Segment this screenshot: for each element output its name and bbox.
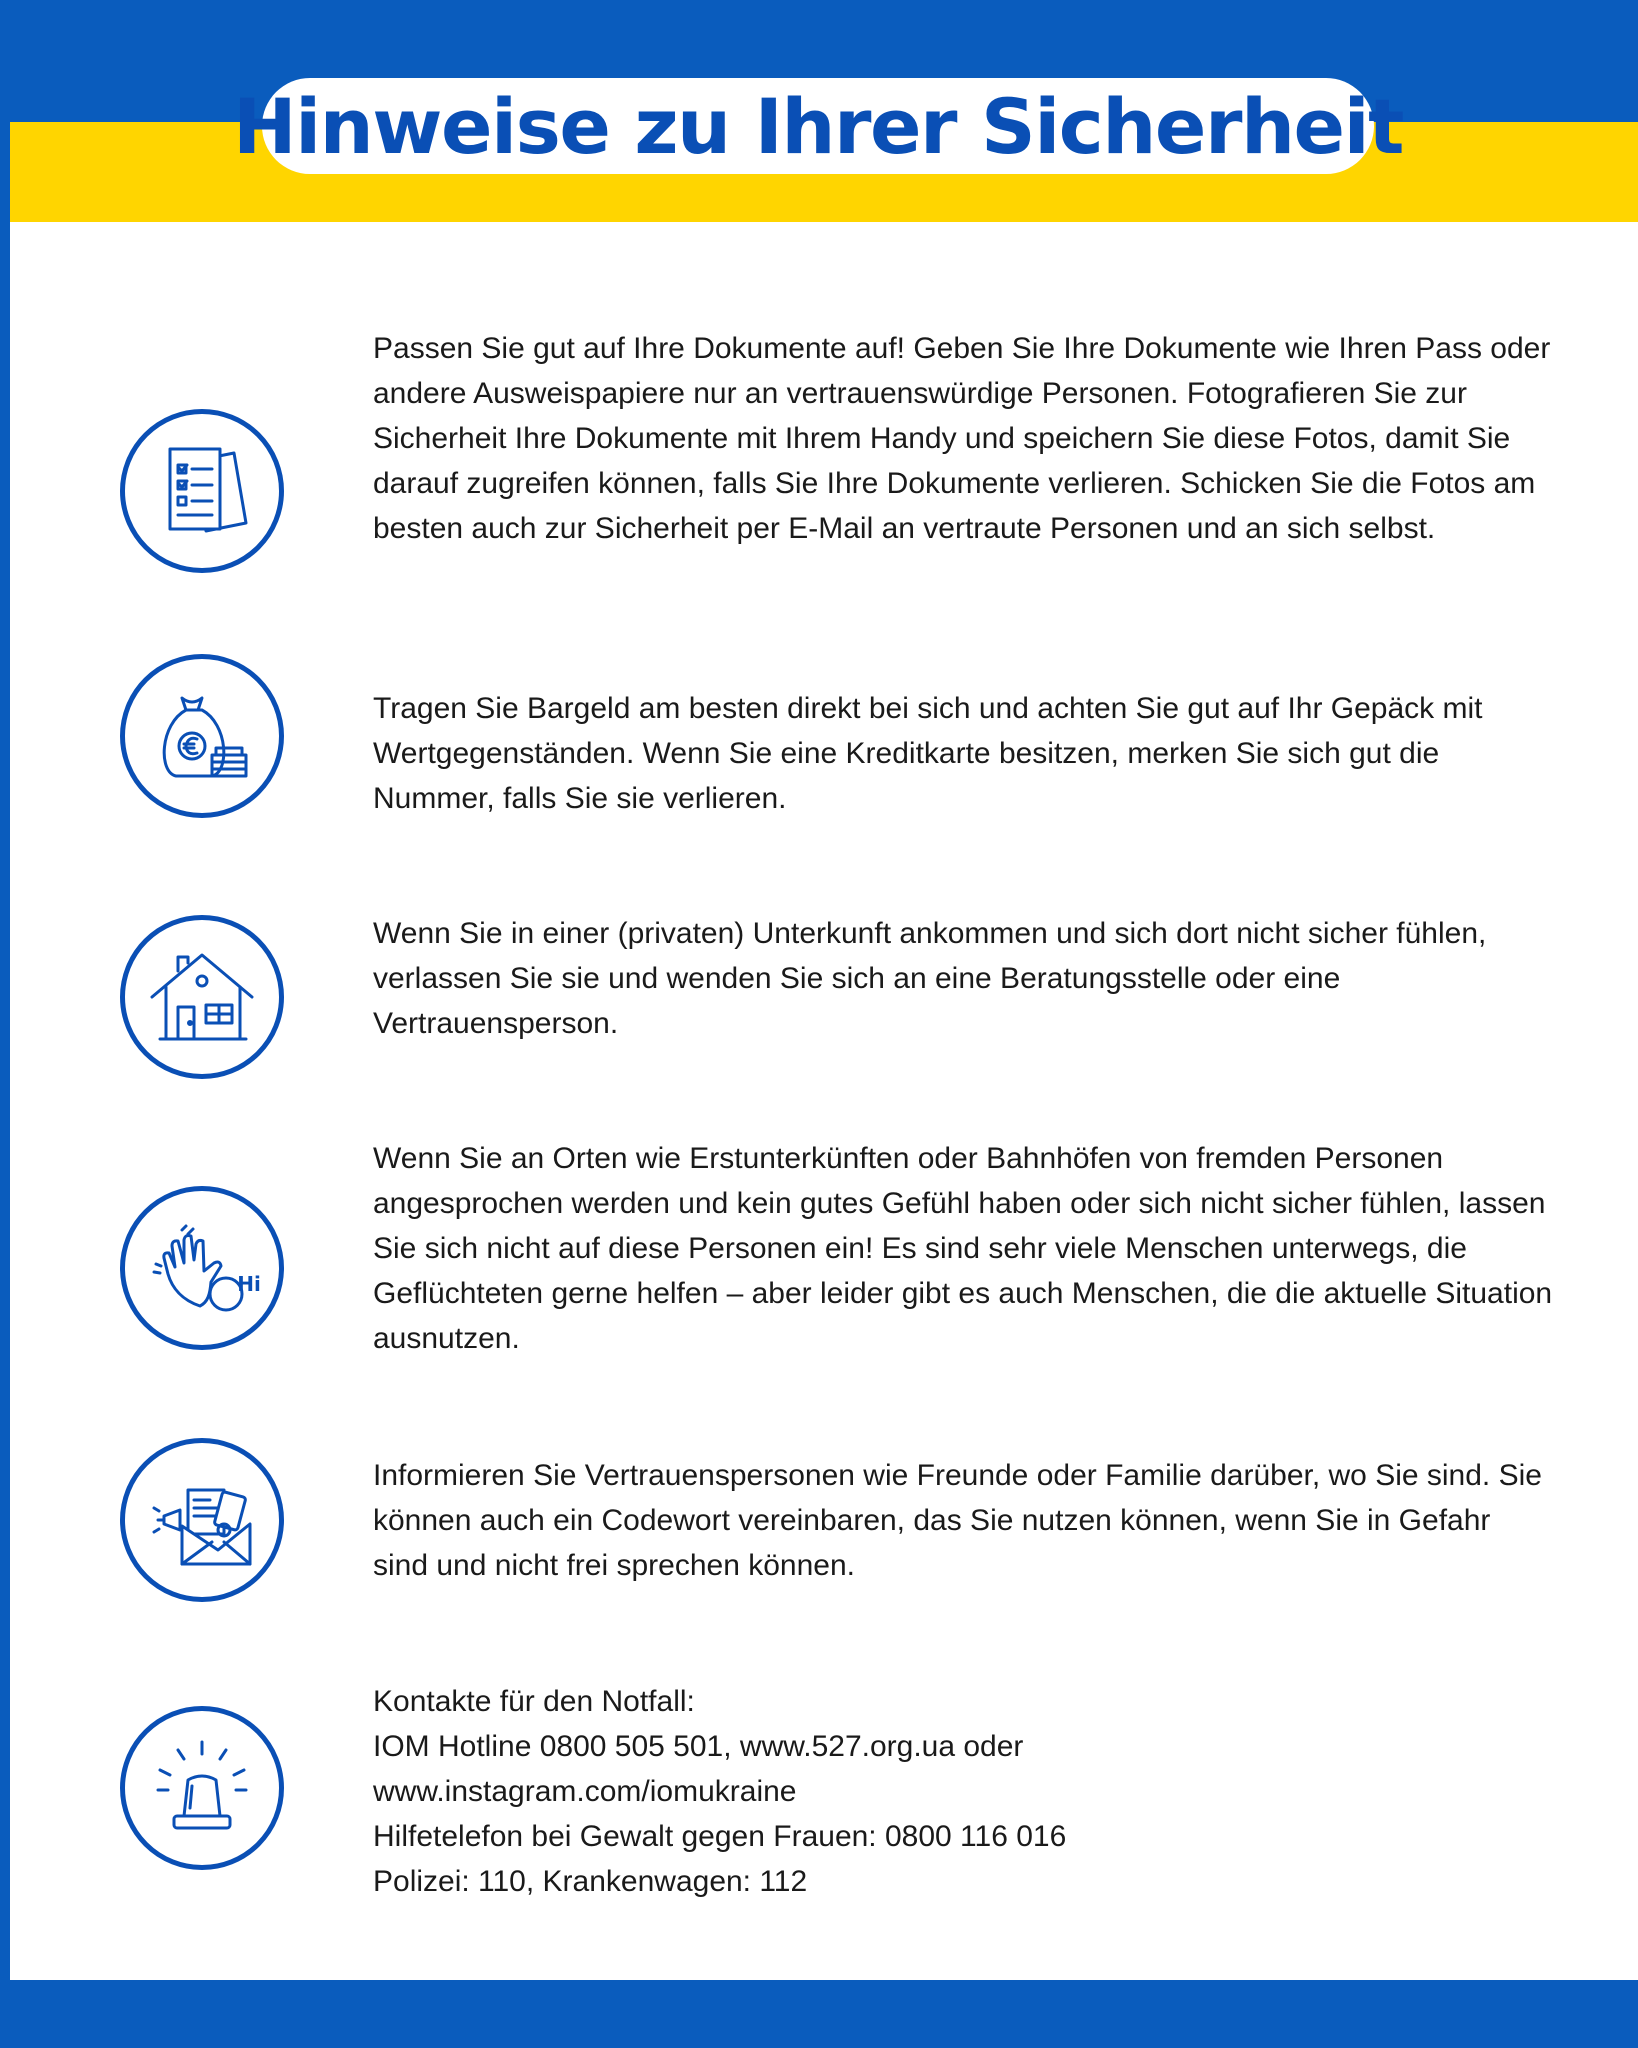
bottom-band xyxy=(0,1980,1638,2048)
tip-text-inform: Informieren Sie Vertrauenspersonen wie Freunde oder Familie darüber, wo Sie sind. Sie können auch ein Codewort vereinbaren, das Sie nutzen können, wenn Sie in Gefahr sind und nicht frei sprechen können. xyxy=(373,1459,1542,1582)
alarm-light-icon xyxy=(120,1706,284,1870)
tip-text-documents: Passen Sie gut auf Ihre Dokumente auf! Geben Sie Ihre Dokumente wie Ihren Pass oder andere Ausweispapiere nur an vertrauenswürdige Personen. Fotografieren Sie zur Sicherheit Ihre Dokumente mit Ihrem Handy und speichern Sie diese Fotos, damit Sie darauf zugreifen können, falls Sie Ihre Dokumente verlieren. Schicken Sie die Fotos am besten auch zur Sicherheit per E-Mail an vertraute Personen und an sich selbst. xyxy=(373,332,1551,545)
documents-icon xyxy=(120,409,284,573)
contact-line-instagram: www.instagram.com/iomukraine xyxy=(373,1775,797,1808)
tip-text-money: Tragen Sie Bargeld am besten direkt bei sich und achten Sie gut auf Ihr Gepäck mit Wertgegenständen. Wenn Sie eine Kreditkarte besitzen, merken Sie sich gut die Nummer, falls Sie sie verlieren. xyxy=(373,692,1483,815)
page-title: Hinweise zu Ihrer Sicherheit xyxy=(233,81,1403,171)
money-bag-icon xyxy=(120,654,284,818)
contact-line-police: Polizei: 110, Krankenwagen: 112 xyxy=(373,1865,808,1898)
contact-line-iom: IOM Hotline 0800 505 501, www.527.org.ua oder xyxy=(373,1730,1024,1763)
messages-icon xyxy=(120,1438,284,1602)
tip-text-accommodation: Wenn Sie in einer (privaten) Unterkunft ankommen und sich dort nicht sicher fühlen, verlassen Sie sie und wenden Sie sich an eine Beratungsstelle oder eine Vertrauensperson. xyxy=(373,917,1487,1040)
contacts-heading: Kontakte für den Notfall: xyxy=(373,1685,695,1718)
contacts-text-block xyxy=(373,1679,1553,1904)
waving-hand-icon xyxy=(120,1186,284,1350)
contact-line-hilfetelefon: Hilfetelefon bei Gewalt gegen Frauen: 0800 116 016 xyxy=(373,1820,1067,1853)
tip-text-strangers: Wenn Sie an Orten wie Erstunterkünften oder Bahnhöfen von fremden Personen angesprochen werden und kein gutes Gefühl haben oder sich nicht sicher fühlen, lassen Sie sich nicht auf diese Personen ein! Es sind sehr viele Menschen unterwegs, die Geflüchteten gerne helfen – aber leider gibt es auch Menschen, die die aktuelle Situation ausnutzen. xyxy=(373,1142,1553,1355)
house-icon xyxy=(120,915,284,1079)
hi-badge-text: Hi xyxy=(237,1272,261,1296)
title-banner xyxy=(233,78,1403,174)
